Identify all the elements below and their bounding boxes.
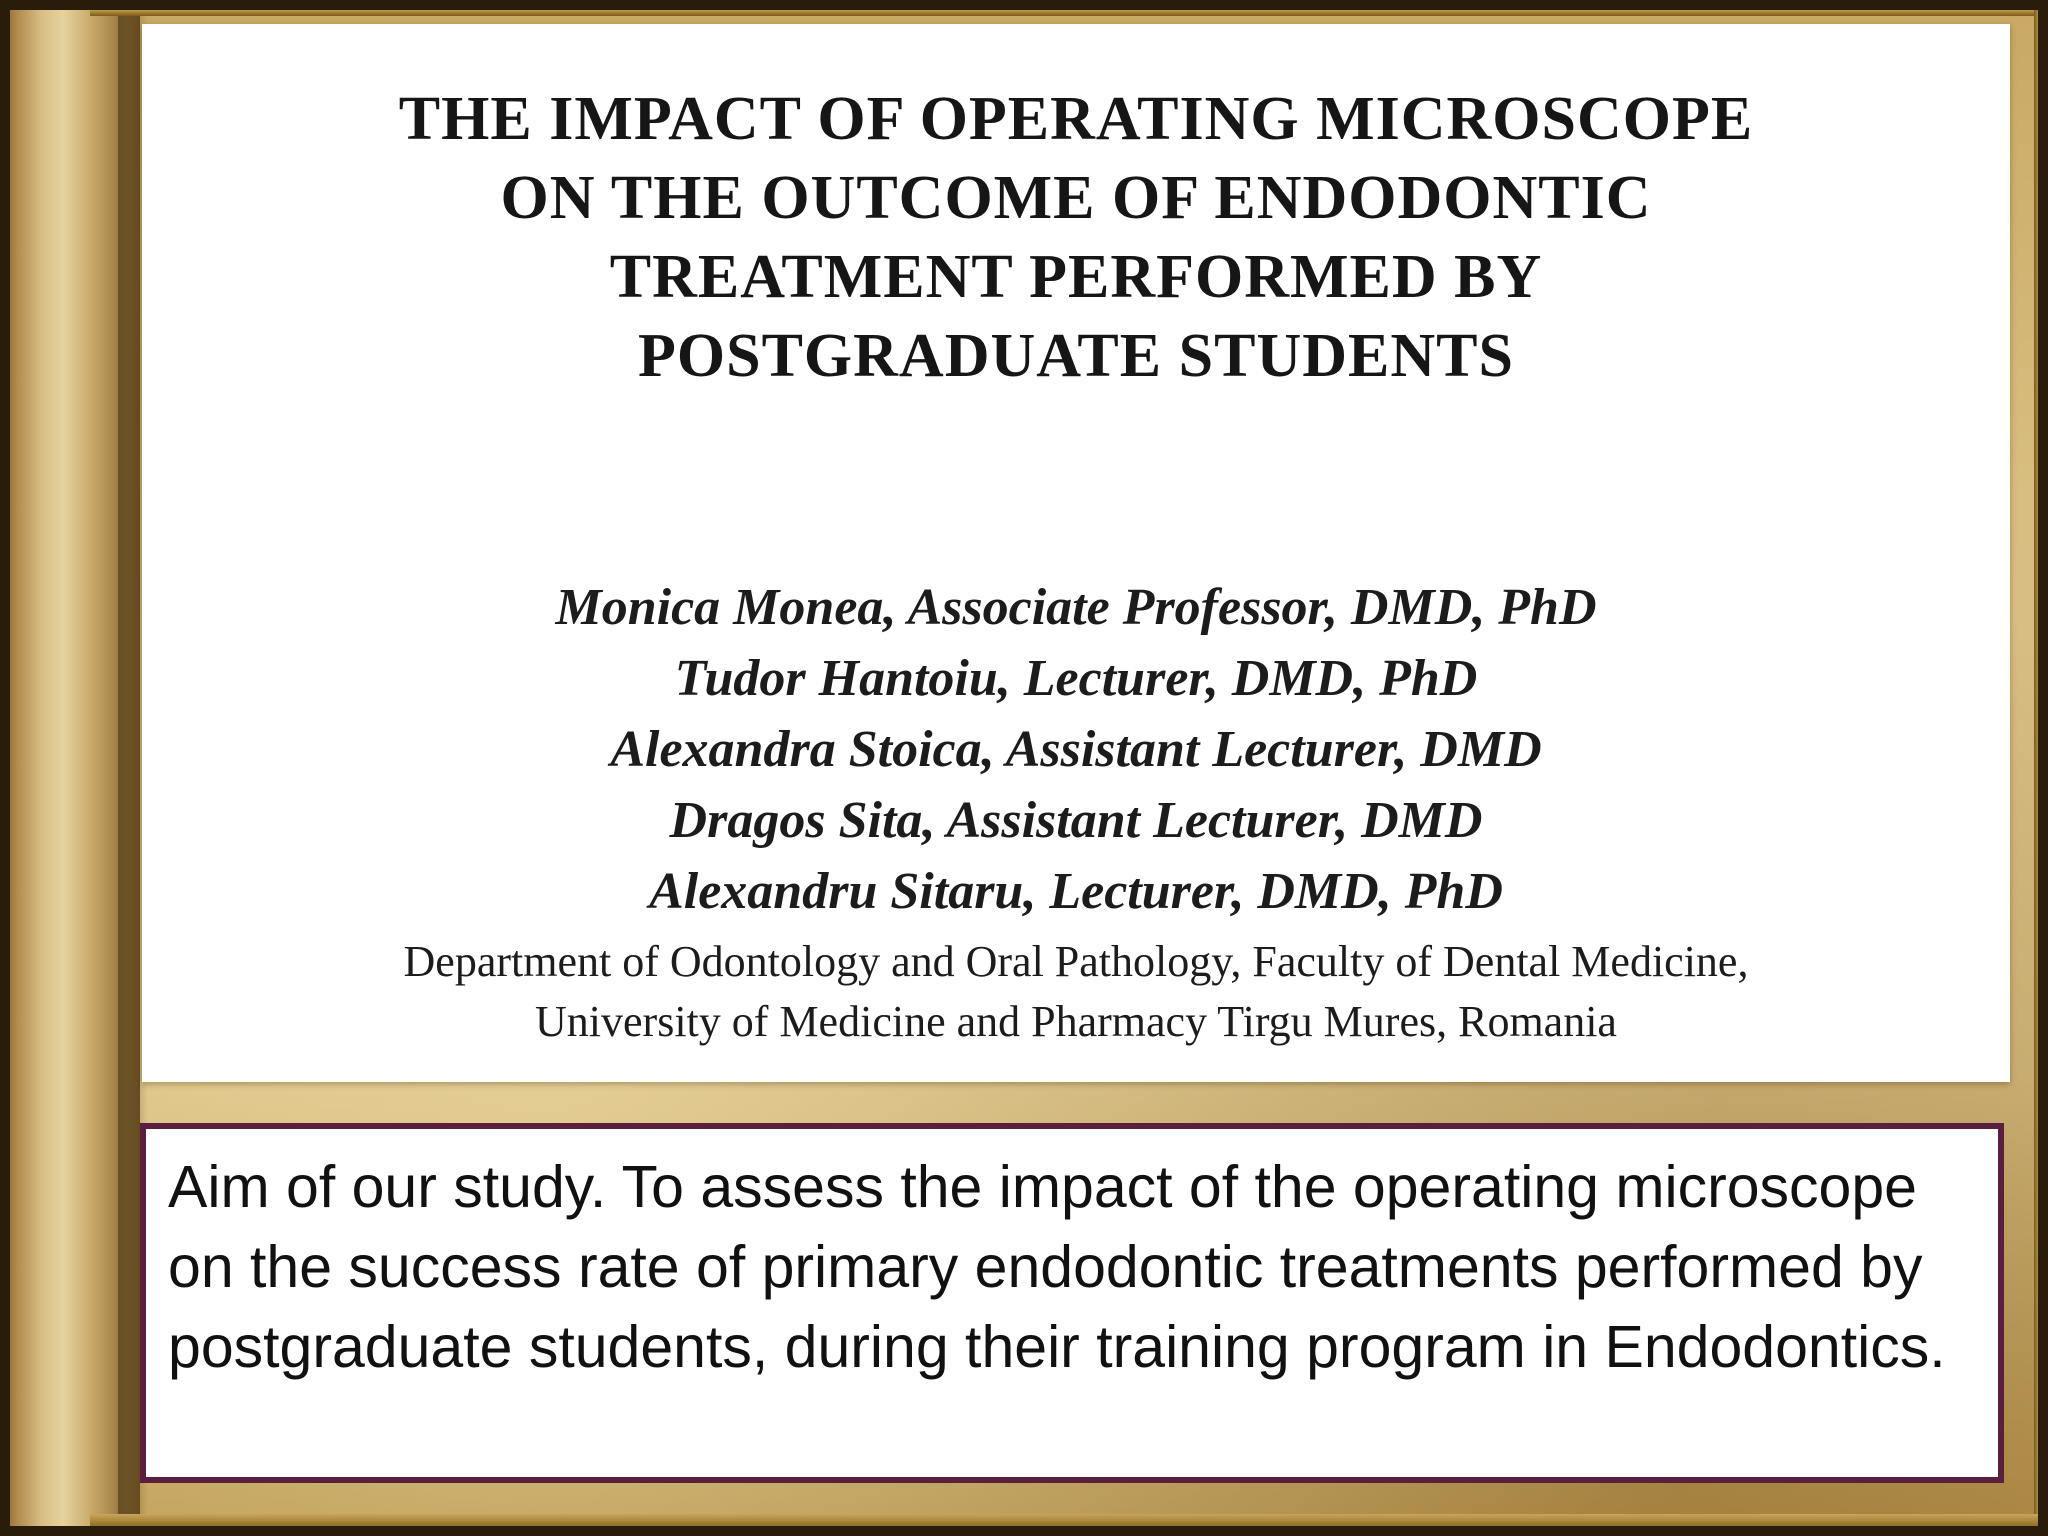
author-list — [142, 572, 2010, 927]
author-line: Monica Monea, Associate Professor, DMD, PhD — [555, 579, 1597, 636]
affiliation-line: Department of Odontology and Oral Pathology, Faculty of Dental Medicine, — [403, 937, 1749, 986]
title-line: THE IMPACT OF OPERATING MICROSCOPE — [398, 85, 1754, 153]
author-line: Dragos Sita, Assistant Lecturer, DMD — [669, 792, 1483, 849]
title-line: ON THE OUTCOME OF ENDODONTIC — [500, 164, 1652, 232]
aim-text: Aim of our study. To assess the impact of the operating microscope on the success rate of primary endodontic treatments performed by postgraduate students, during their training program in Endodontics. — [168, 1154, 1946, 1380]
frame-right-edge — [2034, 0, 2048, 1536]
author-line: Tudor Hantoiu, Lecturer, DMD, PhD — [674, 650, 1478, 707]
author-line: Alexandra Stoica, Assistant Lecturer, DMD — [610, 721, 1542, 778]
paper-title — [142, 80, 2010, 396]
title-slide-sheet — [142, 24, 2010, 1082]
title-line: TREATMENT PERFORMED BY — [609, 243, 1543, 311]
affiliation — [142, 932, 2010, 1052]
aim-of-study-box — [140, 1123, 2004, 1483]
affiliation-line: University of Medicine and Pharmacy Tirgu Mures, Romania — [535, 997, 1617, 1046]
frame-bottom-edge — [90, 1514, 2048, 1536]
frame-top-edge — [90, 0, 2048, 16]
title-line: POSTGRADUATE STUDENTS — [638, 322, 1514, 390]
author-line: Alexandru Sitaru, Lecturer, DMD, PhD — [649, 863, 1503, 920]
